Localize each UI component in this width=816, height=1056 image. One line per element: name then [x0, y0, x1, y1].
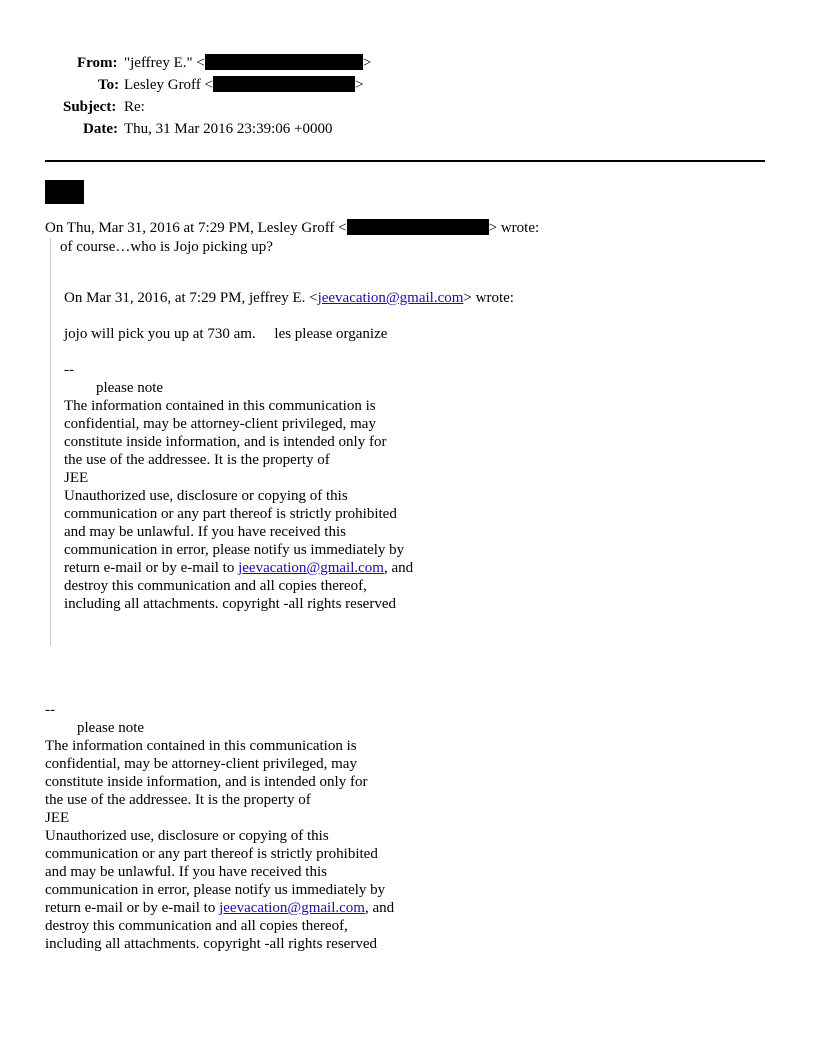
redaction-box — [347, 219, 489, 235]
signature-line: including all attachments. copyright -all rights reserved — [64, 596, 396, 612]
signature-line: confidential, may be attorney-client privileged, may — [64, 416, 376, 432]
quote-bar — [50, 238, 51, 646]
date-label: Date: — [83, 121, 118, 137]
signature-line: communication in error, please notify us immediately by — [64, 542, 405, 558]
signature-line: The information contained in this communication is — [64, 398, 376, 414]
redaction-box — [213, 76, 355, 92]
signature-dashes: -- — [45, 702, 55, 718]
redaction-box — [45, 180, 84, 204]
quoted-attribution: On Mar 31, 2016, at 7:29 PM, jeffrey E. <jeevacation@gmail.com> wrote: — [64, 290, 514, 306]
signature-dashes: -- — [64, 362, 74, 378]
signature-line: Unauthorized use, disclosure or copying of this — [45, 828, 329, 844]
signature-line: including all attachments. copyright -all rights reserved — [45, 936, 377, 952]
quoted-body: jojo will pick you up at 730 am. les please organize — [64, 326, 388, 342]
signature-email-line: return e-mail or by e-mail to jeevacation@gmail.com, and — [45, 900, 395, 916]
subject-value: Re: — [124, 99, 145, 115]
header-divider — [45, 160, 765, 162]
signature-line: Unauthorized use, disclosure or copying of this — [64, 488, 348, 504]
signature-line: JEE — [64, 470, 89, 486]
from-value: "jeffrey E." < > — [124, 55, 372, 71]
signature-line: confidential, may be attorney-client privileged, may — [45, 756, 357, 772]
signature-line: the use of the addressee. It is the property of — [45, 792, 311, 808]
signature-line: destroy this communication and all copies thereof, — [64, 578, 367, 594]
signature-line: constitute inside information, and is intended only for — [45, 774, 368, 790]
signature-line: destroy this communication and all copies thereof, — [45, 918, 348, 934]
date-value: Thu, 31 Mar 2016 23:39:06 +0000 — [124, 121, 333, 137]
reply-attribution: On Thu, Mar 31, 2016 at 7:29 PM, Lesley Groff < > wrote: — [45, 220, 540, 236]
subject-label: Subject: — [63, 99, 117, 115]
signature-line: communication or any part thereof is strictly prohibited — [45, 846, 378, 862]
signature-line: the use of the addressee. It is the property of — [64, 452, 330, 468]
signature-line: and may be unlawful. If you have received this — [45, 864, 327, 880]
signature-line: communication or any part thereof is strictly prohibited — [64, 506, 397, 522]
email-link[interactable]: jeevacation@gmail.com — [238, 560, 384, 576]
redaction-box — [205, 54, 363, 70]
signature-email-line: return e-mail or by e-mail to jeevacation@gmail.com, and — [64, 560, 414, 576]
email-link[interactable]: jeevacation@gmail.com — [219, 900, 365, 916]
email-link[interactable]: jeevacation@gmail.com — [317, 290, 464, 306]
reply-body: of course…who is Jojo picking up? — [60, 239, 273, 255]
signature-note: please note — [77, 720, 145, 736]
signature-line: JEE — [45, 810, 70, 826]
signature-line: constitute inside information, and is intended only for — [64, 434, 387, 450]
signature-line: communication in error, please notify us immediately by — [45, 882, 386, 898]
from-label: From: — [77, 55, 118, 71]
signature-line: and may be unlawful. If you have received this — [64, 524, 346, 540]
signature-note: please note — [96, 380, 164, 396]
signature-line: The information contained in this communication is — [45, 738, 357, 754]
to-label: To: — [98, 77, 120, 93]
to-value: Lesley Groff < > — [124, 77, 364, 93]
